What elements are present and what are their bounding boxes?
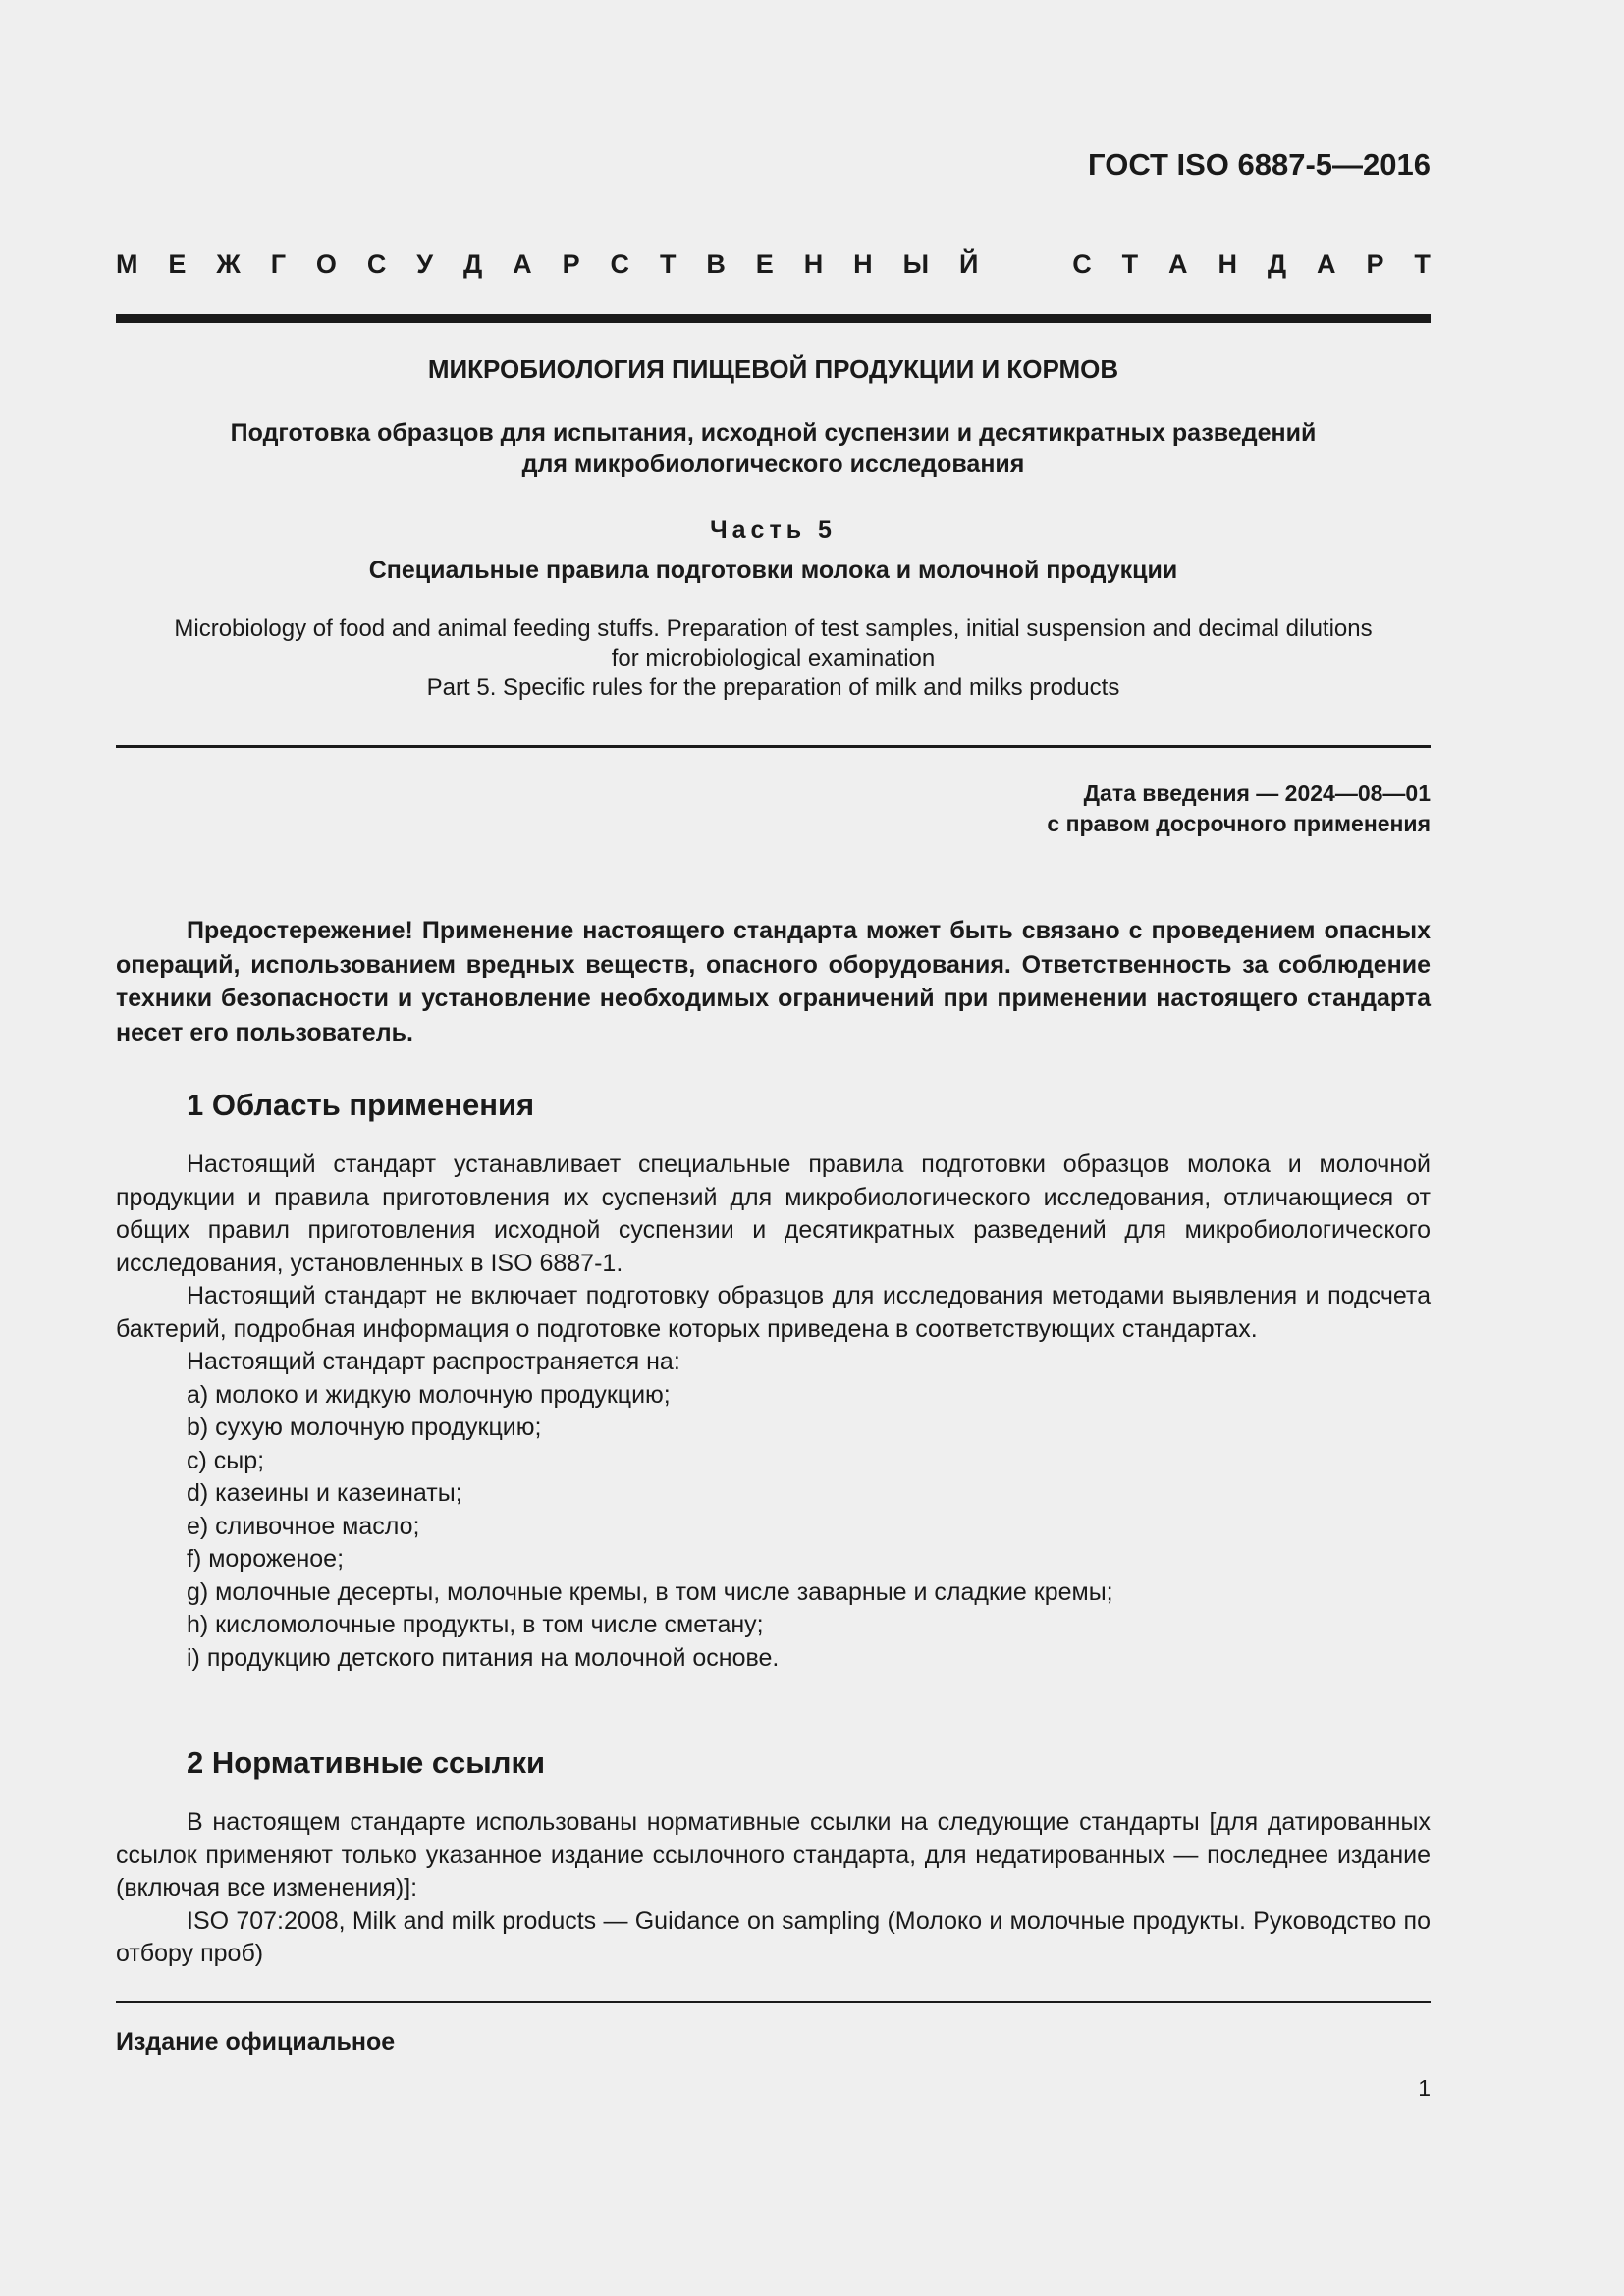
scope-list-item: f) мороженое; [187, 1545, 345, 1573]
banner-letter: Р [562, 249, 580, 279]
section-2-body [116, 1806, 1431, 1971]
normative-reference: ISO 707:2008, Milk and milk products — Guidance on sampling (Молоко и молочные продукты. Руководство по отбору проб) [116, 1906, 1431, 1967]
page-number: 1 [1418, 2075, 1431, 2101]
interstate-standard-banner [116, 249, 1431, 289]
scope-list-item: a) молоко и жидкую молочную продукцию; [187, 1380, 671, 1409]
official-edition-label: Издание официальное [116, 2028, 396, 2056]
banner-word-gap [1008, 249, 1042, 289]
subtitle [116, 417, 1431, 480]
part-title: Специальные правила подготовки молока и молочной продукции [368, 557, 1178, 584]
early-application-line: с правом досрочного применения [1047, 811, 1431, 836]
english-title-line-3: Part 5. Specific rules for the preparation of milk and milks products [426, 674, 1120, 701]
scope-list-item: e) сливочное масло; [187, 1512, 420, 1540]
section-2-paragraph: В настоящем стандарте использованы нормативные ссылки на следующие стандарты [для датированных ссылок применяют только указанное издание ссылочного стандарта, для недатированных — последнее издание (включая все изменения)]: [116, 1808, 1431, 1901]
warning-paragraph: Предостережение! Применение настоящего стандарта может быть связано с проведением опасных операций, использованием вредных веществ, опасного оборудования. Ответственность за соблюдение техники безопасности и установление необходимых ограничений при применении настоящего стандарта несет его пользователь. [116, 917, 1431, 1046]
banner-letter: С [1072, 249, 1092, 279]
banner-letter: Н [803, 249, 824, 279]
banner-letter: Т [659, 249, 677, 279]
scope-list-item: i) продукцию детского питания на молочной основе. [187, 1643, 780, 1672]
title-divider [116, 745, 1431, 748]
english-title-line-1: Microbiology of food and animal feeding stuffs. Preparation of test samples, initial suspension and decimal dilutions [174, 615, 1373, 642]
banner-letter: Д [463, 249, 483, 279]
banner-letter: Д [1267, 249, 1287, 279]
banner-letter: А [1168, 249, 1188, 279]
banner-letter: А [1317, 249, 1336, 279]
section-1-body [116, 1148, 1431, 1675]
banner-letter: Е [755, 249, 774, 279]
scope-list-item: h) кисломолочные продукты, в том числе сметану; [187, 1611, 764, 1638]
introduction-date [1047, 778, 1431, 839]
banner-letter: О [315, 249, 337, 279]
subtitle-line-2: для микробиологического исследования [521, 451, 1025, 478]
banner-letter: Н [1218, 249, 1237, 279]
main-title: МИКРОБИОЛОГИЯ ПИЩЕВОЙ ПРОДУКЦИИ И КОРМОВ [427, 354, 1119, 384]
banner-letter: С [610, 249, 630, 279]
section-1-paragraph: Настоящий стандарт распространяется на: [187, 1348, 680, 1375]
section-1-heading: 1 Область применения [187, 1088, 535, 1122]
banner-letter: Г [270, 249, 286, 279]
banner-letter: С [366, 249, 387, 279]
scope-list-item: b) сухую молочную продукцию; [187, 1414, 542, 1441]
banner-letter: Й [958, 249, 979, 279]
banner-letter: М [116, 249, 138, 279]
subtitle-line-1: Подготовка образцов для испытания, исходной суспензии и десятикратных разведений [230, 419, 1317, 447]
footer-divider [116, 2001, 1431, 2003]
standard-code: ГОСТ ISO 6887-5—2016 [1088, 147, 1431, 182]
banner-letter: Ы [902, 249, 930, 279]
scope-list-item: c) сыр; [187, 1446, 265, 1474]
banner-letter: Е [168, 249, 187, 279]
banner-letter: У [416, 249, 434, 279]
section-2-heading: 2 Нормативные ссылки [187, 1745, 546, 1780]
banner-letter: А [513, 249, 532, 279]
part-label: Часть 5 [710, 516, 837, 544]
section-1-paragraph: Настоящий стандарт устанавливает специальные правила подготовки образцов молока и молочной продукции и правила приготовления их суспензий для микробиологического исследования, отличающиеся от общих правил приготовления исходной суспензии и десятикратных разведений для микробиологического исследования, установленных в ISO 6887-1. [116, 1150, 1431, 1277]
banner-letter: Ж [216, 249, 241, 279]
header-thick-rule [116, 314, 1431, 323]
introduction-date-line: Дата введения — 2024—08—01 [1083, 780, 1431, 806]
banner-letter: Т [1121, 249, 1139, 279]
banner-letter: Н [853, 249, 873, 279]
banner-letter: Р [1366, 249, 1384, 279]
english-title-line-2: for microbiological examination [611, 645, 936, 671]
banner-letter: В [706, 249, 726, 279]
section-1-paragraph: Настоящий стандарт не включает подготовку образцов для исследования методами выявления и подсчета бактерий, подробная информация о подготовке которых приведена в соответствующих стандартах. [116, 1282, 1431, 1343]
scope-list-item: g) молочные десерты, молочные кремы, в том числе заварные и сладкие кремы; [187, 1577, 1113, 1606]
scope-list-item: d) казеины и казеинаты; [187, 1479, 462, 1507]
banner-letter: Т [1414, 249, 1431, 279]
english-title [116, 614, 1431, 703]
